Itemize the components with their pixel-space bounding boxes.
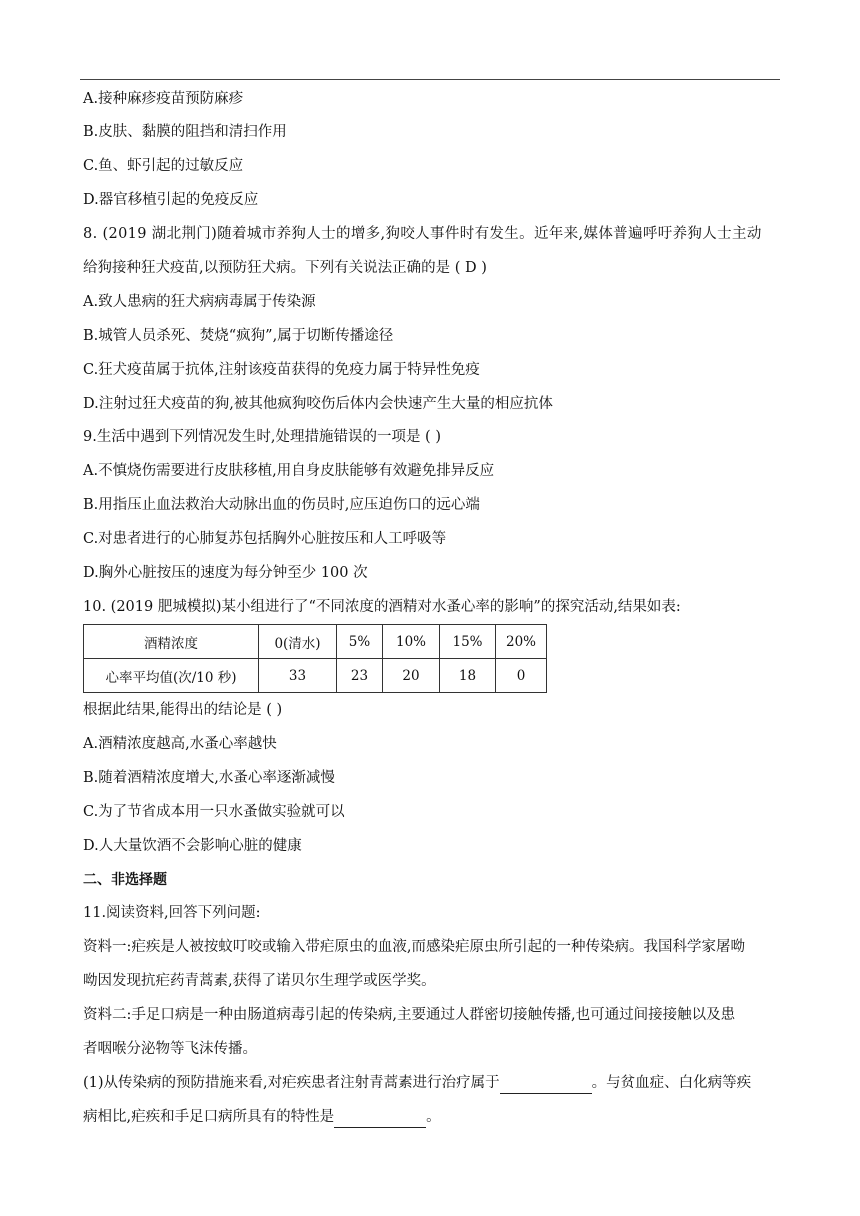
q9-option-b: B.用指压止血法救治大动脉出血的伤员时,应压迫伤口的远心端 xyxy=(83,497,480,513)
q7-option-c: C.鱼、虾引起的过敏反应 xyxy=(83,158,244,174)
section-heading: 二、非选择题 xyxy=(83,872,167,888)
q8-option-d: D.注射过狂犬疫苗的狗,被其他疯狗咬伤后体内会快速产生大量的相应抗体 xyxy=(83,396,553,412)
table-cell: 5% xyxy=(337,625,383,659)
answer-blank-1[interactable] xyxy=(500,1073,592,1094)
q8-option-b: B.城管人员杀死、焚烧“疯狗”,属于切断传播途径 xyxy=(83,328,394,344)
q10-option-c: C.为了节省成本用一只水蚤做实验就可以 xyxy=(83,804,345,820)
q11-part1-line-2 xyxy=(83,1107,441,1128)
q8-stem-line-1: 8. (2019 湖北荆门)随着城市养狗人士的增多,狗咬人事件时有发生。近年来,媒体普遍呼吁养狗人士主动 xyxy=(83,226,762,242)
q7-option-b: B.皮肤、黏膜的阻挡和清扫作用 xyxy=(83,124,287,140)
q8-stem-line-2: 给狗接种狂犬疫苗,以预防狂犬病。下列有关说法正确的是 ( D ) xyxy=(83,260,487,276)
header-rule xyxy=(80,79,780,80)
q10-option-d: D.人大量饮酒不会影响心脏的健康 xyxy=(83,838,302,854)
q10-conclusion-prompt: 根据此结果,能得出的结论是 ( ) xyxy=(83,702,283,718)
q8-option-a: A.致人患病的狂犬病病毒属于传染源 xyxy=(83,294,316,310)
q11-stem: 11.阅读资料,回答下列问题: xyxy=(83,905,261,921)
q9-option-c: C.对患者进行的心肺复苏包括胸外心脏按压和人工呼吸等 xyxy=(83,531,447,547)
q9-option-d: D.胸外心脏按压的速度为每分钟至少 100 次 xyxy=(83,565,368,581)
table-cell: 33 xyxy=(259,659,337,693)
q10-stem: 10. (2019 肥城模拟)某小组进行了“不同浓度的酒精对水蚤心率的影响”的探究活动,结果如表: xyxy=(83,599,681,615)
q10-option-b: B.随着酒精浓度增大,水蚤心率逐渐减慢 xyxy=(83,770,335,786)
table-cell: 心率平均值(次/10 秒) xyxy=(84,659,259,693)
table-cell: 20 xyxy=(383,659,440,693)
material-two-line-2: 者咽喉分泌物等飞沫传播。 xyxy=(83,1041,257,1057)
q11-part1-text-2: 病相比,疟疾和手足口病所具有的特性是 xyxy=(83,1109,335,1125)
table-cell: 0 xyxy=(496,659,547,693)
alcohol-heart-rate-table xyxy=(83,624,547,693)
table-cell: 15% xyxy=(440,625,496,659)
q8-option-c: C.狂犬疫苗属于抗体,注射该疫苗获得的免疫力属于特异性免疫 xyxy=(83,362,480,378)
table-cell: 18 xyxy=(440,659,496,693)
q9-stem: 9.生活中遇到下列情况发生时,处理措施错误的一项是 ( ) xyxy=(83,429,441,445)
table-cell: 23 xyxy=(337,659,383,693)
q7-option-a: A.接种麻疹疫苗预防麻疹 xyxy=(83,91,244,107)
q11-part1-text-cont: 。与贫血症、白化病等疾 xyxy=(591,1075,752,1091)
table-row xyxy=(84,625,547,659)
q10-option-a: A.酒精浓度越高,水蚤心率越快 xyxy=(83,736,277,752)
table-cell: 0(清水) xyxy=(259,625,337,659)
material-one-line-2: 呦因发现抗疟药青蒿素,获得了诺贝尔生理学或医学奖。 xyxy=(83,973,436,989)
table-cell: 20% xyxy=(496,625,547,659)
table-cell: 10% xyxy=(383,625,440,659)
q9-option-a: A.不慎烧伤需要进行皮肤移植,用自身皮肤能够有效避免排异反应 xyxy=(83,463,495,479)
table-cell: 酒精浓度 xyxy=(84,625,259,659)
q11-part1-text: (1)从传染病的预防措施来看,对疟疾患者注射青蒿素进行治疗属于 xyxy=(83,1075,500,1091)
material-one-line-1: 资料一:疟疾是人被按蚊叮咬或输入带疟原虫的血液,而感染疟原虫所引起的一种传染病。我国科学家屠呦 xyxy=(83,939,745,955)
table-row xyxy=(84,659,547,693)
material-two-line-1: 资料二:手足口病是一种由肠道病毒引起的传染病,主要通过人群密切接触传播,也可通过间接接触以及患 xyxy=(83,1007,736,1023)
q7-option-d: D.器官移植引起的免疫反应 xyxy=(83,192,259,208)
q11-part1-line-1 xyxy=(83,1073,751,1094)
answer-blank-2[interactable] xyxy=(334,1107,426,1128)
q11-part1-period: 。 xyxy=(426,1109,441,1125)
